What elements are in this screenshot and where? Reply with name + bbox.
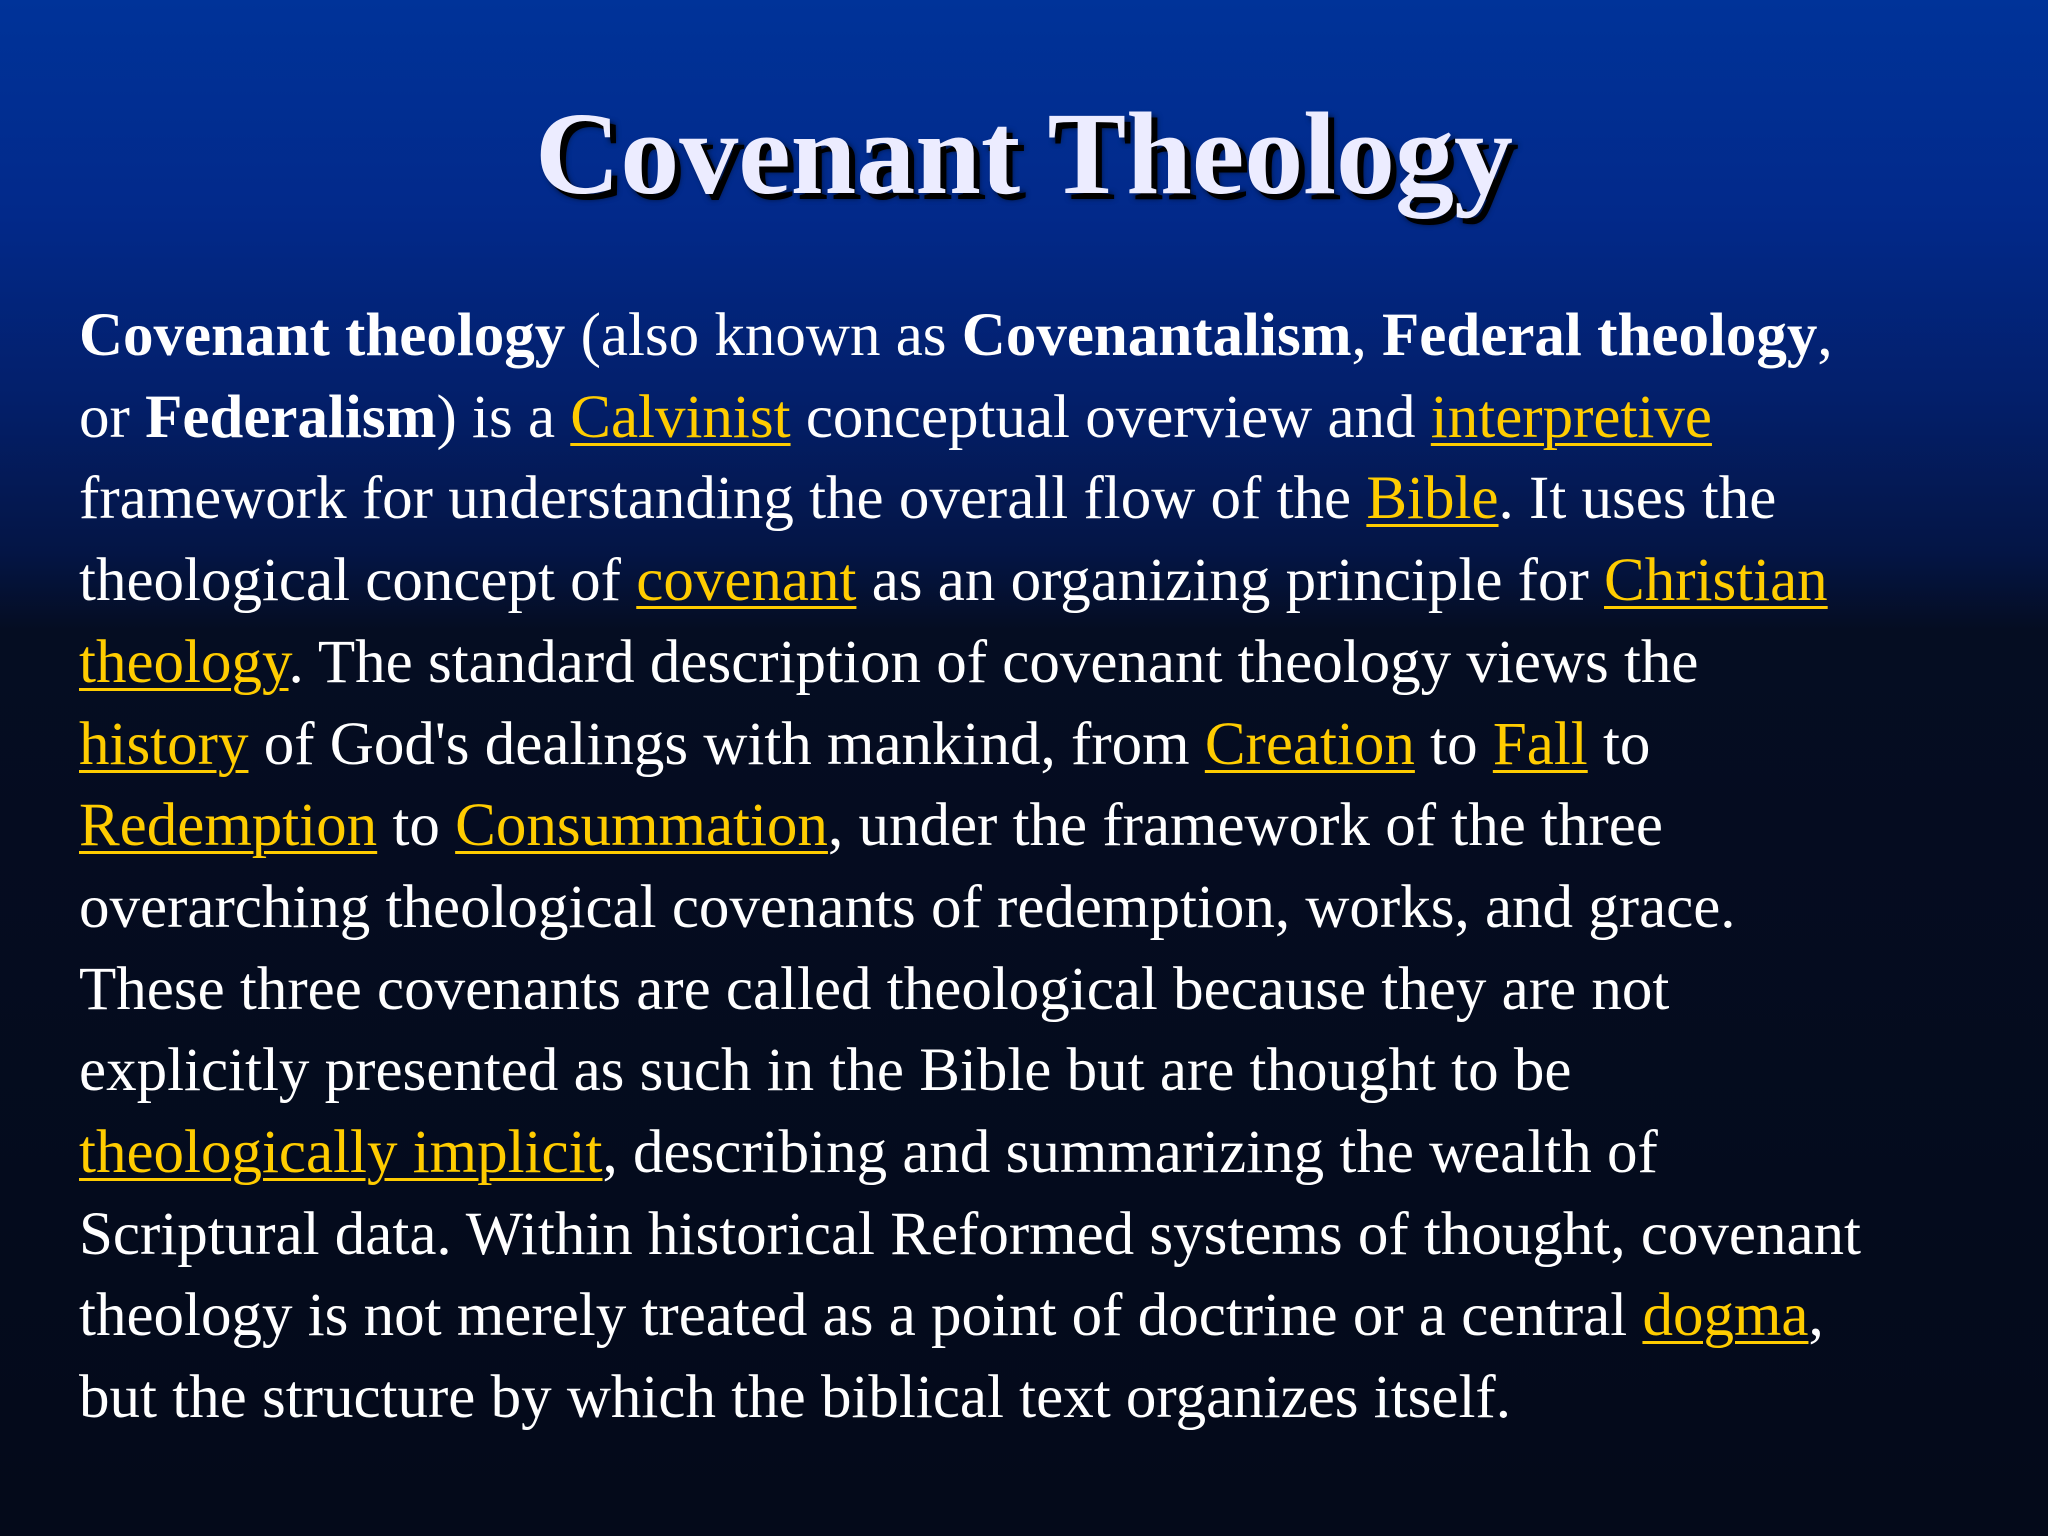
link-dogma[interactable]: dogma	[1642, 1282, 1809, 1350]
paragraph-line	[79, 1357, 2019, 1439]
text-run: as an organizing principle for	[856, 547, 1605, 615]
link-covenant[interactable]: covenant	[636, 547, 857, 615]
text-run: but the structure by which the biblical text organizes itself.	[79, 1364, 1511, 1432]
bold-term: Federalism	[145, 383, 437, 451]
paragraph-line	[79, 458, 2019, 540]
text-run: ) is a	[436, 383, 571, 451]
paragraph-line	[79, 704, 2019, 786]
text-run: , describing and summarizing the wealth of	[602, 1119, 1658, 1187]
bold-term: Covenantalism	[961, 302, 1352, 369]
paragraph-line	[79, 377, 2019, 459]
text-run: of God's dealings with mankind, from	[248, 710, 1205, 778]
text-run: to	[377, 792, 456, 860]
paragraph-line	[79, 785, 2019, 867]
paragraph-line	[79, 1275, 2019, 1357]
text-run: to	[1587, 710, 1651, 778]
paragraph-line	[79, 1194, 2019, 1276]
link-calvinist[interactable]: Calvinist	[570, 383, 791, 451]
text-run: . It uses the	[1498, 465, 1777, 533]
text-run: . The standard description of covenant theology views the	[288, 628, 1699, 696]
link-consummation[interactable]: Consummation	[455, 792, 828, 860]
text-run: explicitly presented as such in the Bible but are thought to be	[79, 1037, 1572, 1105]
paragraph-line	[79, 1112, 2019, 1194]
text-run: These three covenants are called theological because they are not	[79, 955, 1670, 1023]
text-run: , under the framework of the three	[827, 792, 1663, 860]
paragraph-line	[79, 540, 2019, 622]
text-run: ,	[1351, 302, 1383, 369]
text-run: (also known as	[565, 302, 962, 369]
text-run: or	[79, 383, 146, 451]
link-theologically-implicit[interactable]: theologically implicit	[79, 1119, 603, 1187]
slide-body-paragraph	[79, 295, 2019, 1439]
slide-title: Covenant Theology	[535, 88, 1513, 219]
text-run: theology is not merely treated as a point of doctrine or a central	[79, 1282, 1643, 1350]
paragraph-line	[79, 867, 2019, 949]
link-creation[interactable]: Creation	[1204, 710, 1415, 778]
text-run: ,	[1808, 1282, 1824, 1350]
text-run: to	[1414, 710, 1493, 778]
paragraph-line	[79, 949, 2019, 1031]
link-interpretive[interactable]: interpretive	[1430, 383, 1712, 451]
text-run: conceptual overview and	[790, 383, 1431, 451]
text-run: theological concept of	[79, 547, 637, 615]
text-run: ,	[1817, 302, 1833, 369]
link-redemption[interactable]: Redemption	[79, 792, 378, 860]
paragraph-line	[79, 295, 2019, 377]
text-run: overarching theological covenants of redemption, works, and grace.	[79, 873, 1736, 941]
link-fall[interactable]: Fall	[1492, 710, 1588, 778]
bold-term: Covenant theology	[79, 302, 566, 369]
text-run: framework for understanding the overall flow of the	[79, 465, 1367, 533]
paragraph-line	[79, 622, 2019, 704]
link-theology[interactable]: theology	[79, 628, 289, 696]
link-history[interactable]: history	[79, 710, 249, 778]
paragraph-line	[79, 1030, 2019, 1112]
link-bible[interactable]: Bible	[1366, 465, 1499, 533]
link-christian[interactable]: Christian	[1604, 547, 1828, 615]
text-run: Scriptural data. Within historical Reformed systems of thought, covenant	[79, 1200, 1861, 1268]
bold-term: Federal theology	[1382, 302, 1818, 369]
